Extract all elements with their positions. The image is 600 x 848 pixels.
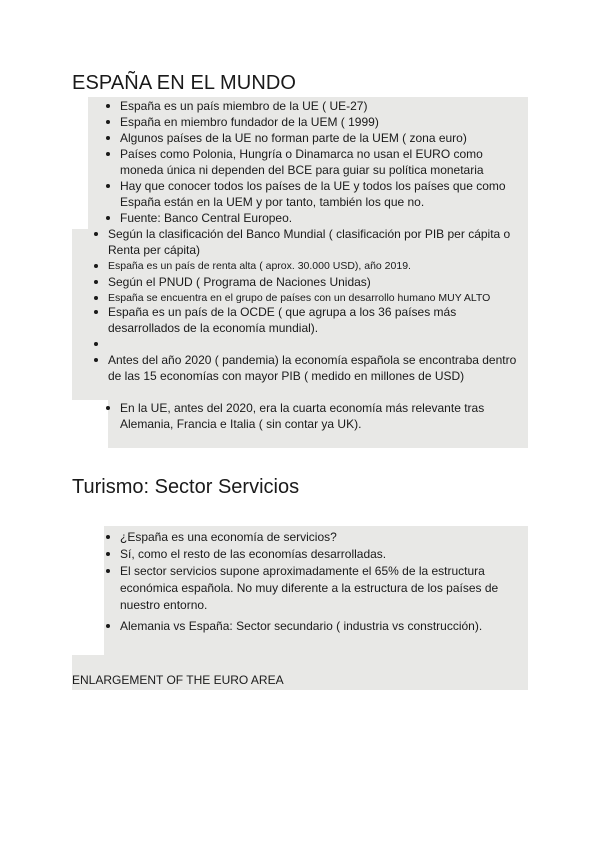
bullet-icon bbox=[106, 535, 110, 539]
bullet-icon bbox=[94, 280, 98, 284]
list-item: Antes del año 2020 ( pandemia) la economía española se encontraba dentro de las 15 economías con mayor PIB ( medido en millones de USD) bbox=[108, 352, 526, 384]
section-title-espana-en-el-mundo: ESPAÑA EN EL MUNDO bbox=[72, 72, 297, 94]
list-item: En la UE, antes del 2020, era la cuarta economía más relevante tras Alemania, Francia e Italia ( sin contar ya UK). bbox=[120, 400, 520, 432]
bullet-icon bbox=[94, 310, 98, 314]
list-item: España se encuentra en el grupo de países con un desarrollo humano MUY ALTO bbox=[108, 290, 526, 306]
list-item: España es un país de la OCDE ( que agrupa a los 36 países más desarrollados de la economía mundial). bbox=[108, 304, 478, 336]
bullet-icon bbox=[106, 216, 110, 220]
bullet-icon bbox=[94, 342, 98, 346]
list-item: Según la clasificación del Banco Mundial ( clasificación por PIB per cápita o Renta per cápita) bbox=[108, 226, 526, 258]
bullet-icon bbox=[106, 624, 110, 628]
list-item: España es un país miembro de la UE ( UE-27) bbox=[120, 98, 520, 114]
bullet-icon bbox=[106, 152, 110, 156]
bullet-icon bbox=[106, 406, 110, 410]
enlargement-heading: ENLARGEMENT OF THE EURO AREA bbox=[72, 673, 284, 687]
list-item: Hay que conocer todos los países de la UE y todos los países que como España están en la UEM y por tanto, también los que no. bbox=[120, 178, 515, 210]
list-item bbox=[108, 336, 526, 352]
bullet-icon bbox=[106, 136, 110, 140]
list-item: Algunos países de la UE no forman parte de la UEM ( zona euro) bbox=[120, 130, 520, 146]
bullet-icon bbox=[106, 104, 110, 108]
bullet-icon bbox=[94, 358, 98, 362]
list-item: España es un país de renta alta ( aprox. 30.000 USD), año 2019. bbox=[108, 258, 526, 274]
bullet-icon bbox=[106, 120, 110, 124]
list-item: El sector servicios supone aproximadamente el 65% de la estructura económica española. No muy diferente a la estructura de los países de nuestro entorno. bbox=[120, 563, 515, 614]
list-item: España en miembro fundador de la UEM ( 1999) bbox=[120, 114, 520, 130]
bullet-icon bbox=[94, 232, 98, 236]
list-item: Sí, como el resto de las economías desarrolladas. bbox=[120, 546, 520, 562]
section-title-turismo: Turismo: Sector Servicios bbox=[72, 476, 300, 498]
bullet-icon bbox=[106, 552, 110, 556]
list-item: ¿España es una economía de servicios? bbox=[120, 529, 520, 545]
list-item: Fuente: Banco Central Europeo. bbox=[120, 210, 520, 226]
list-item: Países como Polonia, Hungría o Dinamarca no usan el EURO como moneda única ni dependen del BCE para guiar su política monetaria bbox=[120, 146, 495, 178]
bullet-icon bbox=[106, 184, 110, 188]
bullet-icon bbox=[94, 296, 98, 300]
bullet-icon bbox=[94, 264, 98, 268]
list-item: Según el PNUD ( Programa de Naciones Unidas) bbox=[108, 274, 526, 290]
list-item: Alemania vs España: Sector secundario ( industria vs construcción). bbox=[120, 618, 520, 635]
bullet-icon bbox=[106, 569, 110, 573]
